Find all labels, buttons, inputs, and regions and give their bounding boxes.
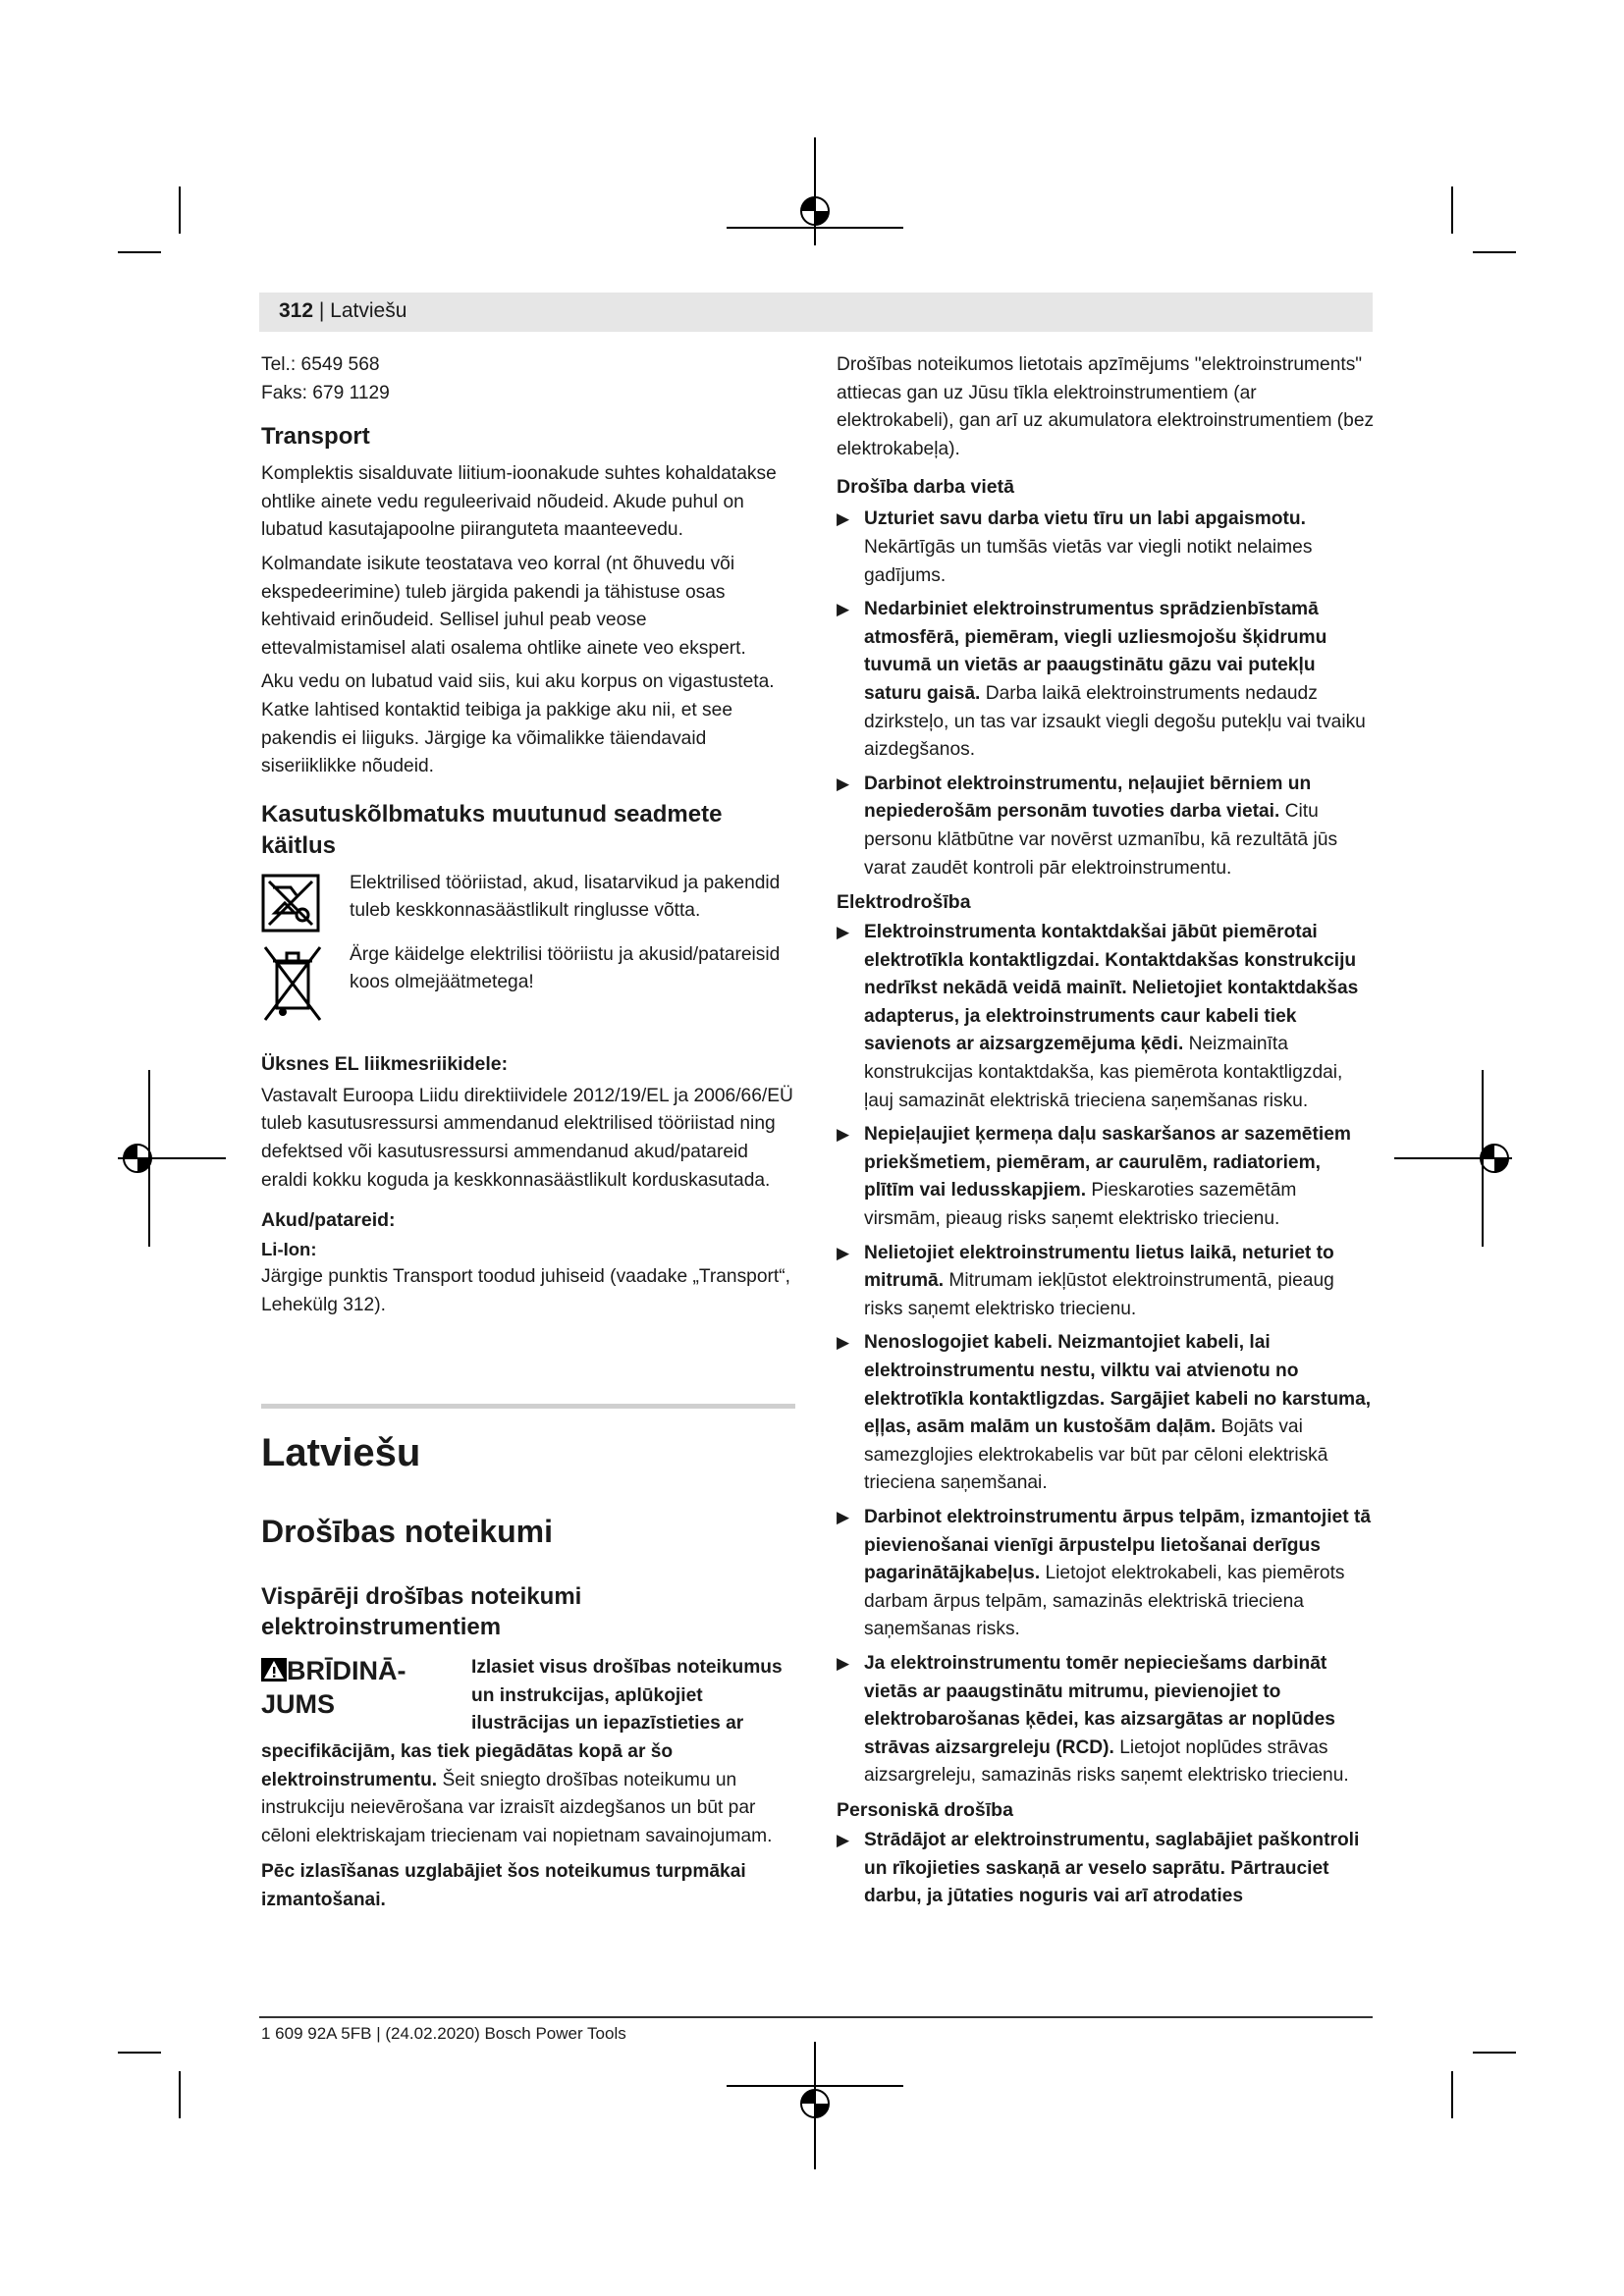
- bullet-bold: Nenoslogojiet kabeli. Neizmantojiet kabeli, lai elektroinstrumentu nestu, vilktu vai atvienotu no elektrotīkla kontaktligzdas. Sargājiet kabeli no karstuma, eļļas, asām malām un kustošām daļām.: [864, 1332, 1372, 1438]
- eu-paragraph: Vastavalt Euroopa Liidu direktiividele 2012/19/EL ja 2006/66/EÜ tuleb kasutusressursi ammendanud elektrilised tööriistad ning defektsed või kasutusressursi ammendanud akud/patareid eraldi kokku koguda ja keskkonnasäästlikult korduskasutada.: [261, 1085, 793, 1191]
- warning-label-text: BRĪDINĀ-JUMS: [261, 1656, 406, 1720]
- bullet-text: [864, 596, 1375, 765]
- crop-mark: [118, 251, 161, 253]
- transport-paragraph: Komplektis sisalduvate liitium-ioonakude suhtes kohaldatakse ohtlike ainete vedu reguleerivaid nõudeid. Akude puhul on lubatud kasutajapoolne piiranguteta maanteevedu.: [261, 463, 777, 541]
- bullet-item: [837, 596, 1375, 765]
- electrical-safety-heading: Elektrodrošība: [837, 891, 971, 914]
- bullet-text: [864, 1329, 1375, 1498]
- bullet-bold: Darbinot elektroinstrumentu, neļaujiet bērniem un nepiederošām personām tuvoties darba vietai.: [864, 773, 1312, 823]
- bullet-arrow-icon: ▶: [837, 509, 850, 529]
- crop-mark: [179, 2071, 181, 2118]
- bullet-arrow-icon: ▶: [837, 600, 850, 619]
- registration-mark-top: [727, 137, 903, 255]
- bullet-text: [864, 1240, 1375, 1324]
- bullet-regular: Lietojot elektrokabeli, kas piemērots darbam ārpus telpām, samazinās elektriskā trieciena saņemšanas risks.: [864, 1563, 1345, 1640]
- page-header: [259, 293, 1373, 332]
- recycle-row: [261, 870, 795, 937]
- bullet-text: [864, 771, 1375, 882]
- bullet-regular: Pieskaroties sazemētām virsmām, pieaug risks saņemt elektrisko triecienu.: [864, 1180, 1297, 1230]
- section-separator: [261, 1404, 795, 1409]
- bullet-arrow-icon: ▶: [837, 1125, 850, 1145]
- bullet-regular: Darba laikā elektroinstruments nedaudz dzirksteļo, un tas var izsaukt viegli degošu putekļu vai tvaiku aizdegšanos.: [864, 682, 1366, 761]
- bullet-item: [837, 1240, 1375, 1324]
- bullet-regular: Citu personu klātbūtne var novērst uzmanību, kā rezultātā jūs varat zaudēt kontroli pār elektroinstrumentu.: [864, 801, 1338, 879]
- bullet-item: [837, 1329, 1375, 1498]
- intro-paragraph: Drošības noteikumos lietotais apzīmējums "elektroinstruments" attiecas gan uz Jūsu tīkla elektroinstrumentiem (ar elektrokabeli), gan arī uz akumulatora elektroinstrumentiem (bez elektrokabeļa).: [837, 354, 1375, 459]
- warning-block: [261, 1654, 795, 1850]
- crop-mark: [1451, 187, 1453, 234]
- bullet-arrow-icon: ▶: [837, 1653, 850, 1673]
- warning-triangle-icon: [261, 1658, 287, 1682]
- bullet-text: [864, 1650, 1375, 1790]
- bullet-item: [837, 919, 1375, 1115]
- crop-mark: [1473, 2052, 1516, 2054]
- crop-mark: [118, 2052, 161, 2054]
- registration-mark-bottom: [727, 2042, 903, 2179]
- bullet-text: [864, 1504, 1375, 1644]
- akud-heading: Akud/patareid:: [261, 1209, 396, 1232]
- keep-instructions: Pēc izlasīšanas uzglabājiet šos noteikumus turpmākai izmantošanai.: [261, 1861, 746, 1911]
- bullet-item: [837, 506, 1375, 590]
- bullet-text: [864, 919, 1375, 1115]
- transport-heading: Transport: [261, 423, 370, 451]
- crop-mark: [179, 187, 181, 234]
- bullet-bold: Uzturiet savu darba vietu tīru un labi apgaismotu.: [864, 508, 1306, 530]
- bullet-text: [864, 1121, 1375, 1233]
- bullet-regular: Lietojot noplūdes strāvas aizsargreleju, samazinās risks saņemt elektrisko triecienu.: [864, 1736, 1349, 1787]
- bullet-arrow-icon: ▶: [837, 1830, 850, 1849]
- personal-safety-list: [837, 1827, 1375, 1911]
- bullet-regular: Mitrumam iekļūstot elektroinstrumentā, pieaug risks saņemt elektrisko triecienu.: [864, 1270, 1334, 1319]
- bullet-item: [837, 1504, 1375, 1644]
- bullet-arrow-icon: ▶: [837, 1333, 850, 1353]
- bullet-arrow-icon: ▶: [837, 923, 850, 942]
- bullet-bold: Strādājot ar elektroinstrumentu, saglabājiet paškontroli un rīkojieties saskaņā ar veselo saprātu. Pārtrauciet darbu, ja jūtaties noguris vai arī atrodaties: [864, 1829, 1360, 1907]
- bullet-item: [837, 1827, 1375, 1911]
- bullet-bold: Nepieļaujiet ķermeņa daļu saskaršanos ar sazemētiem priekšmetiem, piemēram, ar caurulēm, radiatoriem, plītīm vai ledusskapjiem.: [864, 1124, 1351, 1201]
- liion-heading: Li-Ion:: [261, 1239, 317, 1260]
- right-column: [837, 351, 1375, 1917]
- disposal-text: Ärge käidelge elektrilisi tööriistu ja akusid/patareisid koos olmejäätmetega!: [350, 943, 781, 993]
- fax: Faks: 679 1129: [261, 382, 390, 403]
- registration-mark-right: [1394, 1070, 1512, 1247]
- warning-regular: Šeit sniegto drošības noteikumu un instrukciju neievērošana var izraisīt aizdegšanos un būt par cēloni elektriskajam triecienam vai nopietnam savainojumam.: [261, 1769, 773, 1846]
- bullet-bold: Elektroinstrumenta kontaktdakšai jābūt piemērotai elektrotīkla kontaktligzdai. Kontaktdakšas konstrukciju nedrīkst nekādā veidā mainīt. Nelietojiet kontaktdakšas adapterus, ja elektroinstruments caur kabeli tiek savienots ar aizsargzemējuma ķēdi.: [864, 922, 1359, 1055]
- bullet-item: [837, 1650, 1375, 1790]
- bullet-item: [837, 1121, 1375, 1233]
- bullet-arrow-icon: ▶: [837, 1507, 850, 1526]
- transport-paragraph: Aku vedu on lubatud vaid siis, kui aku korpus on vigastusteta. Katke lahtised kontaktid teibiga ja pakkige aku nii, et see pakendis ei liiguks. Järgige ka võimalikke täiendavaid siseriiklikke nõudeid.: [261, 671, 775, 777]
- bin-row: [261, 941, 795, 1035]
- recycling-icon: [261, 874, 320, 933]
- page-header-text: 312 | Latviešu: [279, 299, 407, 322]
- disposal-heading: Kasutuskõlbmatuks muutunud seadmete käitlus: [261, 800, 723, 859]
- personal-safety-heading: Personiskā drošība: [837, 1798, 1013, 1821]
- disposal-text: Elektrilised tööriistad, akud, lisatarvikud ja pakendid tuleb keskkonnasäästlikult ringlusse võtta.: [350, 872, 781, 922]
- work-safety-heading: Drošība darba vietā: [837, 476, 1014, 499]
- bullet-item: [837, 771, 1375, 882]
- warning-bold: Izlasiet visus drošības noteikumus un instrukcijas, aplūkojiet ilustrācijas un iepazīstieties ar specifikācijām, kas tiek piegādātas kopā ar šo elektroinstrumentu.: [261, 1657, 783, 1790]
- bullet-bold: Ja elektroinstrumentu tomēr nepieciešams darbināt vietās ar paaugstinātu mitrumu, pievienojiet to elektrobarošanas ķēdei, kas aizsargātas ar noplūdes strāvas aizsargreleju (RCD).: [864, 1652, 1335, 1758]
- tel: Tel.: 6549 568: [261, 354, 380, 375]
- bullet-bold: Nedarbiniet elektroinstrumentus sprādzienbīstamā atmosfērā, piemēram, viegli uzliesmojošu šķidrumu tuvumā un vietās ar paaugstinātu gāzu vai putekļu saturu gaisā.: [864, 599, 1327, 704]
- safety-title: Drošības noteikumi: [261, 1514, 553, 1550]
- bullet-regular: Neizmainīta konstrukcijas kontaktdakša, kas piemērota kontaktligzdai, ļauj samazināt elektriskā trieciena saņemšanas risku.: [864, 1034, 1343, 1111]
- language-title: Latviešu: [261, 1431, 421, 1475]
- bullet-arrow-icon: ▶: [837, 774, 850, 793]
- transport-paragraph: Kolmandate isikute teostatava veo korral (nt õhuvedu või ekspedeerimine) tuleb järgida pakendi ja tähistuse osas kehtivaid erinõudeid. Sellisel juhul peab veose ettevalmistamisel alati osalema ohtlike ainete veo ekspert.: [261, 553, 746, 659]
- bullet-bold: Darbinot elektroinstrumentu ārpus telpām, izmantojiet tā pievienošanai vienīgi ārpustelpu lietošanai derīgus pagarinātājkabeļus.: [864, 1506, 1372, 1584]
- registration-mark-left: [118, 1070, 226, 1247]
- bullet-text: [864, 506, 1375, 590]
- section-name: Latviešu: [330, 299, 407, 322]
- bullet-bold: Nelietojiet elektroinstrumentu lietus laikā, neturiet to mitrumā.: [864, 1242, 1334, 1292]
- crossed-bin-icon: [261, 941, 324, 1030]
- general-safety-heading: Vispārēji drošības noteikumi elektroinstrumentiem: [261, 1583, 582, 1641]
- footer-rule: [259, 2016, 1373, 2018]
- work-safety-list: [837, 506, 1375, 882]
- liion-paragraph: Järgige punktis Transport toodud juhiseid (vaadake „Transport“, Lehekülg 312).: [261, 1266, 790, 1315]
- bullet-regular: Bojāts vai samezglojies elektrokabelis var būt par cēloni elektriskā trieciena saņemšanai.: [864, 1416, 1328, 1494]
- eu-heading: Üksnes EL liikmesriikidele:: [261, 1052, 509, 1075]
- bullet-arrow-icon: ▶: [837, 1243, 850, 1262]
- crop-mark: [1473, 251, 1516, 253]
- electrical-safety-list: [837, 919, 1375, 1790]
- warning-label: [261, 1654, 471, 1727]
- left-column: [261, 351, 795, 1915]
- crop-mark: [1451, 2071, 1453, 2118]
- footer-text: 1 609 92A 5FB | (24.02.2020) Bosch Power Tools: [261, 2024, 626, 2043]
- bullet-regular: Nekārtīgās un tumšās vietās var viegli notikt nelaimes gadījums.: [864, 536, 1313, 586]
- bullet-text: [864, 1827, 1375, 1911]
- page-number: 312: [279, 299, 314, 322]
